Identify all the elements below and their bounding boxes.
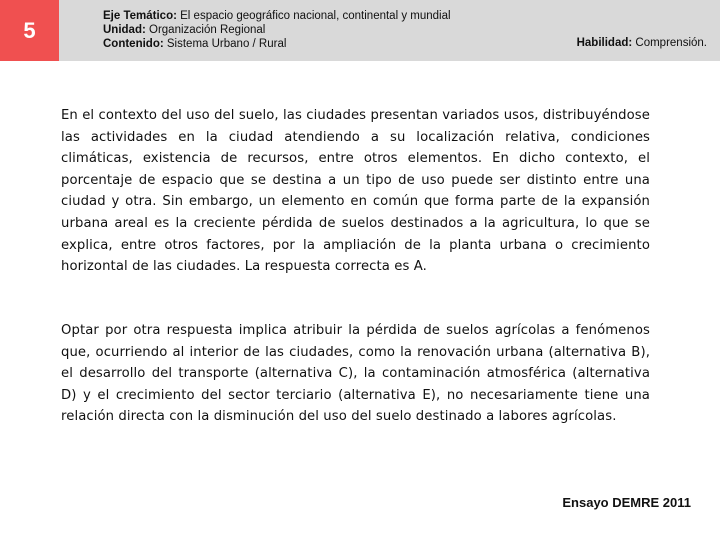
habilidad [577, 37, 707, 49]
contenido [103, 37, 286, 51]
question-number: 5 [0, 0, 59, 61]
unidad-value: Organización Regional [149, 24, 266, 36]
source-footer: Ensayo DEMRE 2011 [562, 495, 691, 510]
contenido-value: Sistema Urbano / Rural [166, 38, 287, 50]
eje-label: Eje Temático: [103, 10, 177, 22]
unidad [103, 23, 265, 37]
eje-tematico [103, 9, 451, 23]
habilidad-label: Habilidad: [576, 37, 633, 49]
contenido-label: Contenido: [103, 38, 164, 50]
eje-value: El espacio geográfico nacional, continental y mundial [180, 10, 451, 22]
paragraph-2: Optar por otra respuesta implica atribuir la pérdida de suelos agrícolas a fenómenos que, ocurriendo al interior de las ciudades, como la renovación urbana (alternativa B), el desarrollo del transporte (alternativa C), la contaminación atmosférica (alternativa D) y el crecimiento del sector terciario (alternativa E), no necesariamente tiene una relación directa con la disminución del uso del suelo destinado a labores agrícolas. [61, 323, 650, 425]
unidad-label: Unidad: [103, 24, 146, 36]
paragraph-1: En el contexto del uso del suelo, las ciudades presentan variados usos, distribuyéndose las actividades en la ciudad atendiendo a su localización relativa, condiciones climáticas, existencia de recursos, entre otros elementos. En dicho contexto, el porcentaje de espacio que se destina a un tipo de uso puede ser distinto entre una ciudad y otra. Sin embargo, un elemento en común que forma parte de la expansión urbana areal es la creciente pérdida de suelos destinados a la agricultura, lo que se explica, entre otros factores, por la ampliación de la planta urbana o crecimiento horizontal de las ciudades. La respuesta correcta es A. [61, 108, 650, 275]
habilidad-value: Comprensión. [635, 37, 707, 49]
header-bar [0, 0, 720, 61]
